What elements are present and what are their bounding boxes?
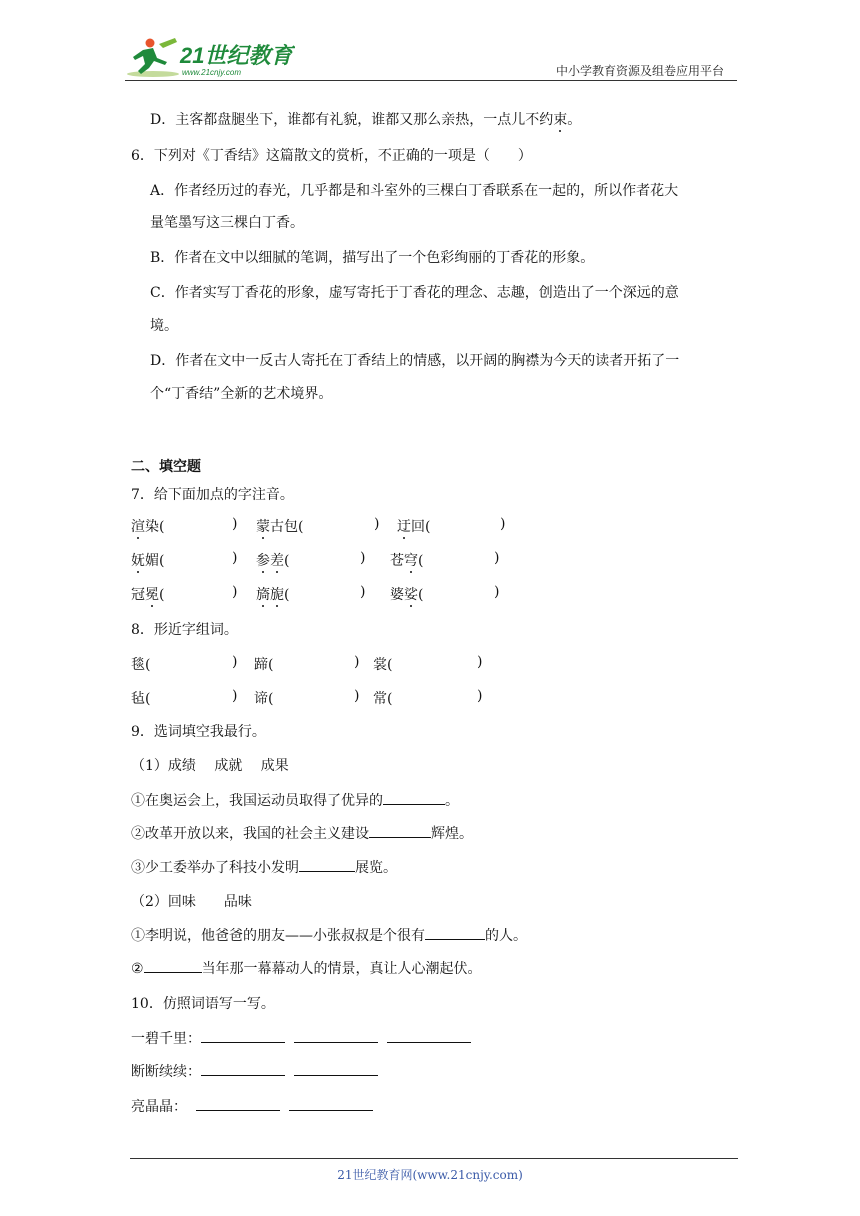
- q7-item: 旖旎(: [256, 587, 290, 603]
- q8-paren: ): [477, 654, 483, 670]
- emphasis-char: 蒙: [256, 519, 270, 535]
- emphasis-char: 旖: [256, 587, 270, 603]
- answer-blank[interactable]: [289, 1098, 373, 1111]
- q7-paren: ): [360, 584, 366, 600]
- q9-g2-sentence2: ② 当年那一幕幕动人的情景，真让人心潮起伏。: [131, 961, 482, 977]
- q6-stem: 6．下列对《丁香结》这篇散文的赏析，不正确的一项是（ ）: [131, 148, 532, 164]
- q7-item: 迂回(: [397, 519, 431, 535]
- q9-group2-words: （2）回味 品味: [131, 894, 252, 910]
- q8-paren: ): [477, 688, 483, 704]
- emphasis-char: 娑: [404, 587, 418, 603]
- q9-g1-sentence1: ①在奥运会上，我国运动员取得了优异的 。: [131, 793, 459, 809]
- emphasis-char: 冕: [145, 587, 159, 603]
- q9-group1-words: （1）成绩 成就 成果: [131, 758, 289, 774]
- q8-stem: 8．形近字组词。: [131, 622, 238, 638]
- answer-blank[interactable]: [144, 960, 202, 973]
- q7-paren: ): [360, 550, 366, 566]
- q6-option-c-cont: 境。: [150, 318, 178, 334]
- q10-line1: 一碧千里：: [131, 1028, 471, 1048]
- section-title: 二、填空题: [131, 459, 201, 475]
- q9-g1-sentence2: ②改革开放以来，我国的社会主义建设 辉煌。: [131, 826, 473, 842]
- q7-item: 参差(: [256, 553, 290, 569]
- answer-blank[interactable]: [294, 1063, 378, 1076]
- platform-name: 中小学教育资源及组卷应用平台: [555, 64, 724, 78]
- site-logo: [123, 34, 295, 80]
- q7-paren: ): [232, 516, 238, 532]
- q10-line2: 断断续续：: [131, 1061, 378, 1081]
- q7-paren: ): [500, 516, 506, 532]
- q7-paren: ): [494, 584, 500, 600]
- emphasis-char: 差: [270, 553, 284, 569]
- header-divider: [125, 80, 737, 81]
- q7-item: 婆娑(: [390, 587, 424, 603]
- answer-blank[interactable]: [383, 792, 445, 805]
- q7-paren: ): [374, 516, 380, 532]
- emphasis-char: 妩: [131, 553, 145, 569]
- answer-blank[interactable]: [387, 1030, 471, 1043]
- answer-blank[interactable]: [299, 859, 355, 872]
- q8-paren: ): [354, 688, 360, 704]
- emphasis-char: 旎: [270, 587, 284, 603]
- q9-g2-sentence1: ①李明说，他爸爸的朋友——小张叔叔是个很有 的人。: [131, 928, 527, 944]
- svg-text:21世纪教育: 21世纪教育: [180, 43, 293, 68]
- runner-logo-icon: [123, 34, 295, 80]
- q6-option-b: B．作者在文中以细腻的笔调，描写出了一个色彩绚丽的丁香花的形象。: [150, 250, 595, 266]
- q6-option-a-cont: 量笔墨写这三棵白丁香。: [150, 215, 304, 231]
- q10-stem: 10．仿照词语写一写。: [131, 996, 275, 1012]
- q7-item: 渲染(: [131, 519, 165, 535]
- q9-stem: 9．选词填空我最行。: [131, 724, 266, 740]
- emphasis-char: 迂: [397, 519, 411, 535]
- q6-option-c: C．作者实写丁香花的形象，虚写寄托于丁香花的理念、志趣，创造出了一个深远的意: [150, 285, 679, 301]
- q6-option-d-cont: 个“丁香结”全新的艺术境界。: [150, 386, 333, 402]
- footer-text: 21世纪教育网(www.21cnjy.com): [337, 1168, 523, 1182]
- q7-item: 妩媚(: [131, 553, 165, 569]
- answer-blank[interactable]: [425, 927, 485, 940]
- q8-item: 毯(: [131, 657, 151, 673]
- q8-paren: ): [354, 654, 360, 670]
- q7-item: 苍穹(: [390, 553, 424, 569]
- q5-option-d: D．主客都盘腿坐下，谁都有礼貌，谁都又那么亲热，一点儿不约束。: [150, 112, 582, 128]
- q8-item: 毡(: [131, 691, 151, 707]
- q8-item: 蹄(: [254, 657, 274, 673]
- q10-line3: 亮晶晶：: [131, 1096, 373, 1116]
- emphasis-char: 穹: [404, 553, 418, 569]
- answer-blank[interactable]: [201, 1063, 285, 1076]
- q8-item: 裳(: [373, 657, 393, 673]
- q7-paren: ): [494, 550, 500, 566]
- emphasis-char: 束: [553, 112, 568, 128]
- q8-item: 常(: [373, 691, 393, 707]
- q7-paren: ): [232, 584, 238, 600]
- q7-stem: 7．给下面加点的字注音。: [131, 487, 294, 503]
- q8-paren: ): [232, 654, 238, 670]
- answer-blank[interactable]: [196, 1098, 280, 1111]
- q6-option-a: A．作者经历过的春光，几乎都是和斗室外的三棵白丁香联系在一起的，所以作者花大: [150, 183, 679, 199]
- q7-item: 蒙古包(: [256, 519, 304, 535]
- svg-text:www.21cnjy.com: www.21cnjy.com: [182, 68, 241, 77]
- q8-item: 谛(: [254, 691, 274, 707]
- answer-blank[interactable]: [294, 1030, 378, 1043]
- answer-blank[interactable]: [201, 1030, 285, 1043]
- emphasis-char: 参: [256, 553, 270, 569]
- emphasis-char: 渲: [131, 519, 145, 535]
- q7-paren: ): [232, 550, 238, 566]
- q6-option-d: D．作者在文中一反古人寄托在丁香结上的情感，以开阔的胸襟为今天的读者开拓了一: [150, 353, 680, 369]
- footer-divider: [130, 1158, 738, 1159]
- q8-paren: ): [232, 688, 238, 704]
- q9-g1-sentence3: ③少工委举办了科技小发明 展览。: [131, 860, 397, 876]
- q7-item: 冠冕(: [131, 587, 165, 603]
- answer-blank[interactable]: [369, 825, 431, 838]
